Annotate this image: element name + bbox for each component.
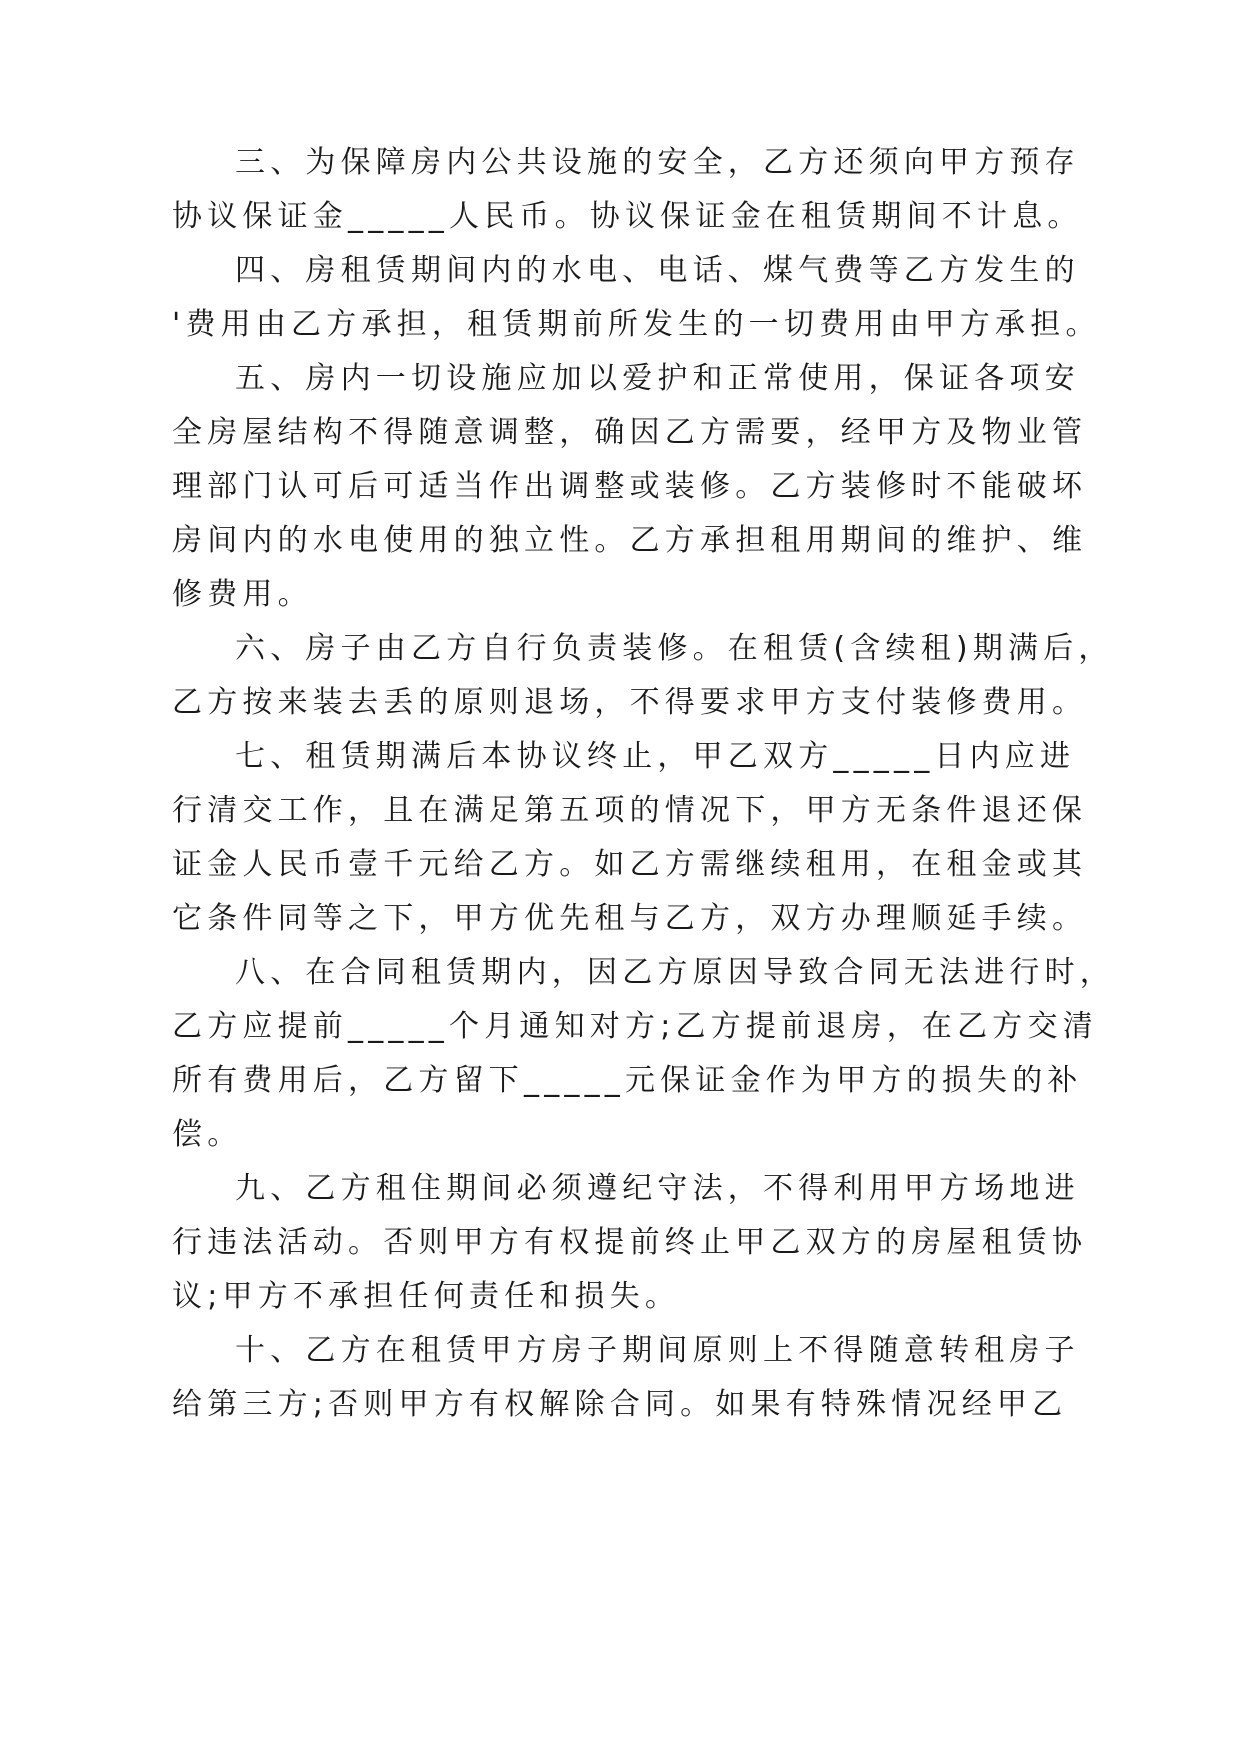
text-line: 九、乙方租住期间必须遵纪守法，不得利用甲方场地进	[235, 1171, 1080, 1206]
text-line: 五、房内一切设施应加以爱护和正常使用，保证各项安	[235, 361, 1080, 396]
text-line: 理部门认可后可适当作出调整或装修。乙方装修时不能破坏	[172, 469, 1088, 504]
text-line: 所有费用后，乙方留下_____元保证金作为甲方的损失的补	[172, 1063, 1083, 1098]
text-line: '费用由乙方承担，租赁期前所发生的一切费用由甲方承担。	[172, 307, 1101, 342]
text-line: 乙方应提前_____个月通知对方;乙方提前退房，在乙方交清	[172, 1009, 1098, 1044]
text-line: 偿。	[172, 1117, 243, 1152]
text-line: 协议保证金_____人民币。协议保证金在租赁期间不计息。	[172, 199, 1083, 234]
text-line: 七、租赁期满后本协议终止，甲乙双方_____日内应进	[235, 739, 1076, 774]
text-line: 行违法活动。否则甲方有权提前终止甲乙双方的房屋租赁协	[172, 1225, 1088, 1260]
text-line: 六、房子由乙方自行负责装修。在租赁(含续租)期满后，	[235, 631, 1114, 666]
text-line: 房间内的水电使用的独立性。乙方承担租用期间的维护、维	[172, 523, 1088, 558]
text-line: 八、在合同租赁期内，因乙方原因导致合同无法进行时，	[235, 955, 1115, 990]
text-line: 给第三方;否则甲方有权解除合同。如果有特殊情况经甲乙	[172, 1387, 1068, 1422]
text-line: 行清交工作，且在满足第五项的情况下，甲方无条件退还保	[172, 793, 1088, 828]
text-line: 证金人民币壹千元给乙方。如乙方需继续租用，在租金或其	[172, 847, 1088, 882]
text-line: 议;甲方不承担任何责任和损失。	[172, 1279, 681, 1314]
text-line: 全房屋结构不得随意调整，确因乙方需要，经甲方及物业管	[172, 415, 1088, 450]
text-line: 四、房租赁期间内的水电、电话、煤气费等乙方发生的	[235, 253, 1080, 288]
text-line: 乙方按来装去丢的原则退场，不得要求甲方支付装修费用。	[172, 685, 1088, 720]
text-line: 十、乙方在租赁甲方房子期间原则上不得随意转租房子	[235, 1333, 1080, 1368]
text-line: 三、为保障房内公共设施的安全，乙方还须向甲方预存	[235, 145, 1080, 180]
text-line: 修费用。	[172, 577, 313, 612]
text-line: 它条件同等之下，甲方优先租与乙方，双方办理顺延手续。	[172, 901, 1088, 936]
